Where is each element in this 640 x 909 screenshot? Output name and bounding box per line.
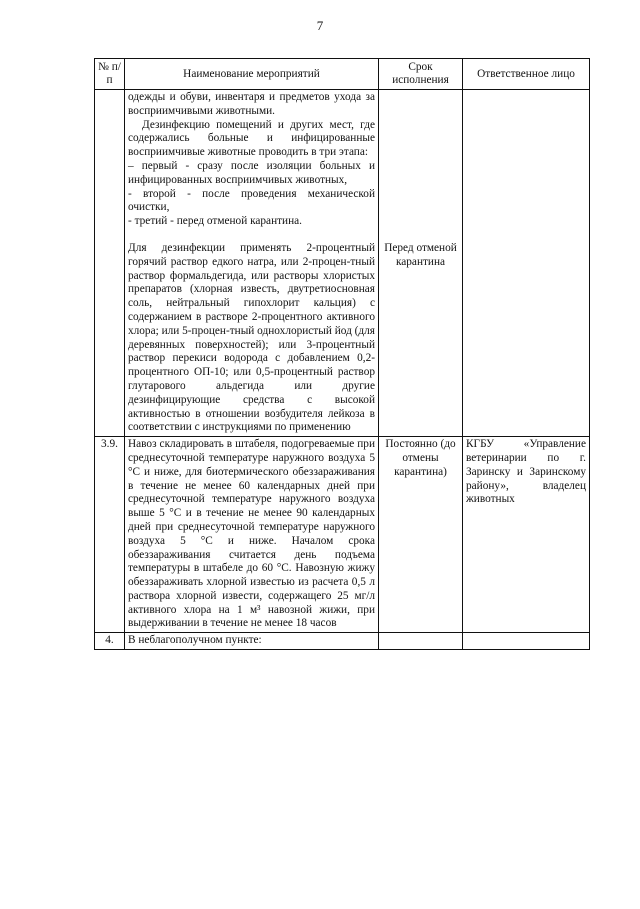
paragraph: – первый - сразу после изоляции больных и инфицированных восприимчивых животных, (128, 159, 375, 186)
paragraph: одежды и обуви, инвентаря и предметов ухода за восприимчивыми животными. (128, 91, 375, 117)
paragraph: - третий - перед отменой карантина. (128, 215, 302, 228)
paragraph: Для дезинфекции применять 2-процентный горячий раствор едкого натра, или 2-процен-тный раствор формальдегида, или растворы хлористых препаратов (хлорная известь, двутретиосновная соль, нейтральный гипохлорит кальция) с содержанием в растворе 2-процентного активного хлора; или 5-процен-тный однохлористый йод (для деревянных поверхностей); или 3-процентный раствор перекиси водорода с добавлением 0,2-процентного ОП-10; или 0,5-процентный раствор глутарового альдегида или другие дезинфицирующие средства с высокой активностью в отношении возбудителя лейкоза в соответствии с инструкциями по применению (128, 241, 375, 434)
cell-measures: В неблагополучном пункте: (125, 633, 379, 650)
measures-table (94, 58, 590, 650)
paragraph: Дезинфекцию помещений и других мест, где содержались больные и инфицированные восприимчивые животные проводить в три этапа: (128, 118, 375, 159)
cell-term: Постоянно (до отмены карантина) (379, 437, 463, 633)
cell-term (379, 633, 463, 650)
table-header-row (95, 59, 590, 90)
header-term: Срок исполнения (379, 59, 463, 90)
page-number: 7 (316, 18, 324, 33)
cell-term: Перед отменой карантина (379, 90, 463, 437)
cell-responsible: КГБУ «Управление ветеринарии по г. Заринску и Заринскому району», владелец животных (463, 437, 590, 633)
cell-num: 3.9. (95, 437, 125, 633)
cell-responsible (463, 633, 590, 650)
cell-measures (125, 90, 379, 437)
header-name: Наименование мероприятий (125, 59, 379, 90)
header-responsible: Ответственное лицо (463, 59, 590, 90)
cell-num (95, 90, 125, 437)
table-row-continued (95, 90, 590, 437)
paragraph: - второй - после проведения механической очистки, (128, 187, 375, 214)
cell-num: 4. (95, 633, 125, 650)
header-num: № п/п (95, 59, 125, 90)
cell-measures: Навоз складировать в штабеля, подогреваемые при среднесуточной температуре наружного воздуха 5 °С и ниже, для биотермического обеззараживания в течение не менее 60 календарных дней при среднесуточной температуре наружного воздуха выше 5 °С и в течение не менее 90 календарных дней при среднесуточной температуре наружного воздуха 5 °С и ниже. Началом срока обеззараживания считается день подъема температуры в штабеле до 60 °С. Навозную жижу обеззараживать хлорной известью из расчета 0,5 л раствора хлорной извести, содержащего 25 мг/л активного хлора на 1 м³ навозной жижи, при выдерживании в течение не менее 18 часов (125, 437, 379, 633)
table-row-4 (95, 633, 590, 650)
table-row-3-9 (95, 437, 590, 633)
cell-responsible (463, 90, 590, 437)
